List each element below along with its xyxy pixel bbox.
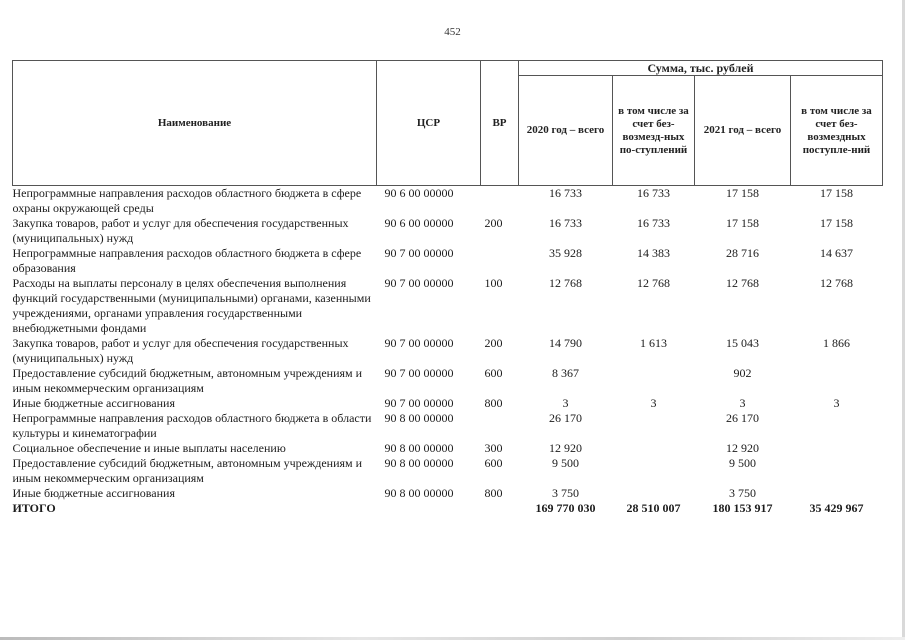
table-header bbox=[13, 61, 883, 186]
table-row bbox=[13, 456, 883, 486]
row-2021-free: 17 158 bbox=[820, 186, 853, 200]
row-2021-free bbox=[791, 366, 883, 396]
row-2021-total: 17 158 bbox=[726, 186, 759, 200]
row-name: Непрограммные направления расходов областного бюджета в сфере охраны окружающей среды bbox=[12, 186, 362, 215]
table-row bbox=[13, 276, 883, 336]
row-name: Расходы на выплаты персоналу в целях обеспечения выполнения функций государственными (муниципальными) органами, казенными учреждениями, органами управления государственными внебюджетными фондами bbox=[12, 276, 371, 335]
total-label: ИТОГО bbox=[12, 501, 56, 515]
row-csr: 90 8 00 00000 bbox=[384, 441, 454, 455]
row-2021-total: 28 716 bbox=[726, 246, 759, 260]
row-2020-free bbox=[613, 411, 695, 441]
row-name: Закупка товаров, работ и услуг для обеспечения государственных (муниципальных) нужд bbox=[12, 336, 349, 365]
row-2021-free bbox=[791, 486, 883, 501]
row-csr: 90 6 00 00000 bbox=[384, 216, 454, 230]
row-name: Предоставление субсидий бюджетным, автономным учреждениям и иным некоммерческим организациям bbox=[12, 366, 363, 395]
row-2021-total: 3 bbox=[739, 396, 746, 410]
header-name: Наименование bbox=[13, 61, 377, 186]
row-vr: 800 bbox=[484, 396, 503, 410]
row-name: Социальное обеспечение и иные выплаты населению bbox=[12, 441, 286, 455]
row-2021-total: 3 750 bbox=[729, 486, 756, 500]
row-csr: 90 7 00 00000 bbox=[384, 276, 454, 290]
row-2020-free: 16 733 bbox=[637, 186, 670, 200]
table-row bbox=[13, 441, 883, 456]
row-2021-total: 15 043 bbox=[726, 336, 759, 350]
row-vr: 600 bbox=[484, 456, 503, 470]
table-row bbox=[13, 336, 883, 366]
table-row bbox=[13, 186, 883, 217]
row-2020-free bbox=[613, 486, 695, 501]
row-vr bbox=[481, 246, 519, 276]
row-csr: 90 7 00 00000 bbox=[384, 246, 454, 260]
row-csr: 90 8 00 00000 bbox=[384, 411, 454, 425]
total-2021-free: 35 429 967 bbox=[809, 501, 864, 515]
row-2020-total: 12 920 bbox=[549, 441, 582, 455]
row-vr bbox=[481, 186, 519, 217]
row-2021-free bbox=[791, 411, 883, 441]
row-2020-total: 14 790 bbox=[549, 336, 582, 350]
row-2020-total: 26 170 bbox=[549, 411, 582, 425]
row-name: Непрограммные направления расходов областного бюджета в области культуры и кинематографии bbox=[12, 411, 372, 440]
table-body bbox=[13, 186, 883, 517]
row-2020-total: 9 500 bbox=[552, 456, 579, 470]
row-2021-free bbox=[791, 441, 883, 456]
row-vr: 100 bbox=[484, 276, 503, 290]
row-2021-free: 12 768 bbox=[820, 276, 853, 290]
row-csr: 90 7 00 00000 bbox=[384, 396, 454, 410]
table-row bbox=[13, 216, 883, 246]
row-2020-total: 16 733 bbox=[549, 216, 582, 230]
row-2021-total: 12 768 bbox=[726, 276, 759, 290]
row-vr: 800 bbox=[484, 486, 503, 500]
row-csr: 90 7 00 00000 bbox=[384, 336, 454, 350]
row-2020-free bbox=[613, 456, 695, 486]
row-name: Иные бюджетные ассигнования bbox=[12, 396, 175, 410]
row-2021-total: 9 500 bbox=[729, 456, 756, 470]
total-csr bbox=[377, 501, 481, 516]
row-csr: 90 7 00 00000 bbox=[384, 366, 454, 380]
header-vr: ВР bbox=[481, 61, 519, 186]
row-name: Непрограммные направления расходов областного бюджета в сфере образования bbox=[12, 246, 362, 275]
header-csr: ЦСР bbox=[377, 61, 481, 186]
table-row bbox=[13, 246, 883, 276]
header-2021-total: 2021 год – всего bbox=[695, 76, 791, 186]
row-2020-free bbox=[613, 441, 695, 456]
row-2020-total: 16 733 bbox=[549, 186, 582, 200]
row-vr: 300 bbox=[484, 441, 503, 455]
header-2021-free: в том числе за счет без-возмездных поступле-ний bbox=[791, 76, 883, 186]
row-2020-free: 1 613 bbox=[640, 336, 667, 350]
row-name: Закупка товаров, работ и услуг для обеспечения государственных (муниципальных) нужд bbox=[12, 216, 349, 245]
total-2021-total: 180 153 917 bbox=[712, 501, 773, 515]
budget-table bbox=[12, 60, 883, 516]
row-2020-total: 3 750 bbox=[552, 486, 579, 500]
total-2020-total: 169 770 030 bbox=[535, 501, 596, 515]
row-2020-free: 16 733 bbox=[637, 216, 670, 230]
page-number: 452 bbox=[444, 26, 461, 38]
row-2020-total: 35 928 bbox=[549, 246, 582, 260]
header-sum: Сумма, тыс. рублей bbox=[519, 61, 883, 76]
row-vr: 200 bbox=[484, 216, 503, 230]
total-2020-free: 28 510 007 bbox=[626, 501, 681, 515]
row-vr bbox=[481, 411, 519, 441]
row-2020-free bbox=[613, 366, 695, 396]
row-2021-total: 26 170 bbox=[726, 411, 759, 425]
row-name: Предоставление субсидий бюджетным, автономным учреждениям и иным некоммерческим организациям bbox=[12, 456, 363, 485]
row-2020-total: 3 bbox=[562, 396, 569, 410]
row-csr: 90 8 00 00000 bbox=[384, 486, 454, 500]
header-2020-total: 2020 год – всего bbox=[519, 76, 613, 186]
row-2021-free: 17 158 bbox=[820, 216, 853, 230]
row-2021-total: 902 bbox=[733, 366, 752, 380]
row-2020-free: 14 383 bbox=[637, 246, 670, 260]
total-row bbox=[13, 501, 883, 516]
total-vr bbox=[481, 501, 519, 516]
row-2021-free: 14 637 bbox=[820, 246, 853, 260]
row-2020-free: 12 768 bbox=[637, 276, 670, 290]
row-2021-total: 12 920 bbox=[726, 441, 759, 455]
row-2021-free bbox=[791, 456, 883, 486]
row-2020-free: 3 bbox=[650, 396, 657, 410]
row-2020-total: 12 768 bbox=[549, 276, 582, 290]
row-csr: 90 6 00 00000 bbox=[384, 186, 454, 200]
row-vr: 600 bbox=[484, 366, 503, 380]
row-2020-total: 8 367 bbox=[552, 366, 579, 380]
table-row bbox=[13, 411, 883, 441]
row-2021-free: 3 bbox=[833, 396, 840, 410]
table-row bbox=[13, 366, 883, 396]
header-2020-free: в том числе за счет без-возмезд-ных по-ступлений bbox=[613, 76, 695, 186]
table-row bbox=[13, 396, 883, 411]
row-2021-free: 1 866 bbox=[823, 336, 850, 350]
row-name: Иные бюджетные ассигнования bbox=[12, 486, 175, 500]
row-2021-total: 17 158 bbox=[726, 216, 759, 230]
row-vr: 200 bbox=[484, 336, 503, 350]
table-row bbox=[13, 486, 883, 501]
row-csr: 90 8 00 00000 bbox=[384, 456, 454, 470]
